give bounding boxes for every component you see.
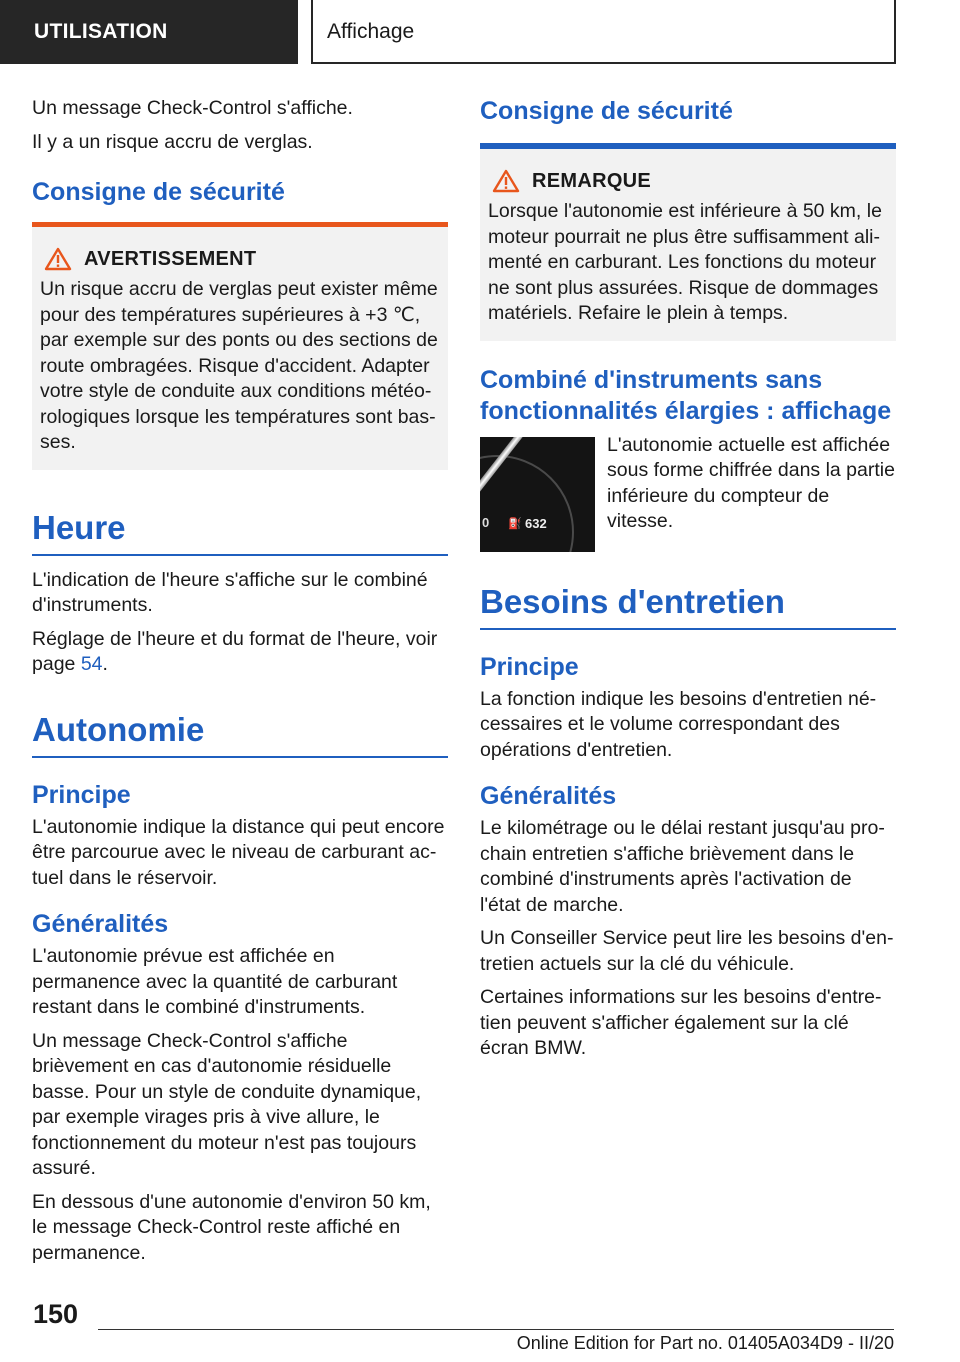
- besoins-paragraph: Le kilométrage ou le délai restant jusqu'au prochain entretien s'affiche brièvement dans le combiné d'instruments après l'activation de l'état de marche.: [480, 817, 885, 916]
- right-column: [480, 96, 896, 1070]
- autonomie-generalites-title: Généralités: [32, 910, 169, 938]
- heure-title: Heure: [32, 508, 448, 556]
- heure-text-2: [32, 627, 448, 678]
- note-text: Lorsque l'autonomie est inférieure à 50 km, le moteur pourrait ne plus être suffisamment alimenté en carburant. Les fonctions du moteur ne sont plus assurées. Risque de dommages matériels. Refaire le plein à temps.: [488, 200, 882, 324]
- besoins-principe-title: Principe: [480, 652, 579, 681]
- warning-triangle-icon: [44, 247, 72, 271]
- footer-divider: [98, 1329, 894, 1330]
- heure-text-2-body: Réglage de l'heure et du format de l'heure, voir page: [32, 627, 438, 675]
- speed-zero-label: 0: [482, 514, 490, 530]
- warning-header: [40, 247, 440, 271]
- range-readout: 632: [525, 515, 547, 531]
- footer-edition: Online Edition for Part no. 01405A034D9 - II/20: [516, 1333, 894, 1353]
- combine-text: L'autonomie actuelle est affichée sous forme chiffrée dans la partie inférieure du compteur de vitesse.: [607, 433, 895, 532]
- chapter-tab: Affichage: [311, 0, 896, 64]
- intro-line-1: Un message Check-Control s'affiche.: [32, 97, 353, 119]
- safety-heading: Consigne de sécurité: [32, 178, 285, 206]
- left-column: [32, 96, 448, 1274]
- intro-line-2: Il y a un risque accru de verglas.: [32, 130, 313, 153]
- heure-text-2-end: .: [102, 653, 108, 675]
- page-54-link[interactable]: 54: [80, 653, 103, 675]
- page-header: [0, 0, 960, 66]
- warning-title: AVERTISSEMENT: [84, 247, 257, 270]
- fuel-pump-icon: ⛽: [508, 517, 522, 530]
- autonomie-principe-title: Principe: [32, 780, 131, 809]
- heure-text-1: L'indication de l'heure s'affiche sur le combiné d'instruments.: [32, 568, 428, 616]
- combine-row: [480, 433, 896, 552]
- autonomie-paragraph: En dessous d'une autonomie d'environ 50 km, le message Check-Control reste affiché en permanence.: [32, 1190, 431, 1264]
- besoins-generalites-title: Généralités: [480, 782, 617, 810]
- autonomie-title: Autonomie: [32, 710, 448, 758]
- besoins-principe-text: La fonction indique les besoins d'entretien nécessaires et le volume correspondant des opérations d'entretien.: [480, 687, 877, 761]
- note-box: [480, 143, 896, 341]
- besoins-paragraph: Certaines informations sur les besoins d'entretien peuvent s'afficher également sur la clé écran BMW.: [480, 986, 882, 1059]
- section-tab: UTILISATION: [0, 0, 298, 64]
- warning-triangle-icon: [492, 169, 520, 193]
- autonomie-paragraph: Un message Check-Control s'affiche brièvement en cas d'autonomie résiduelle basse. Pour un style de conduite dynamique, par exemple virages pris à vive allure, le fonctionnement du moteur n'est pas toujours assuré.: [32, 1029, 422, 1179]
- besoins-title: Besoins d'entretien: [480, 582, 896, 630]
- page-number: 150: [33, 1299, 79, 1329]
- autonomie-paragraph: L'autonomie prévue est affichée en permanence avec la quantité de carburant restant dans le combiné d'instruments.: [32, 945, 398, 1018]
- autonomie-principe-text: L'autonomie indique la distance qui peut encore être parcourue avec le niveau de carburant actuel dans le réservoir.: [32, 815, 445, 889]
- note-header: [488, 169, 888, 193]
- besoins-paragraph: Un Conseiller Service peut lire les besoins d'entretien actuels sur la clé du véhicule.: [480, 927, 894, 975]
- right-safety-heading: Consigne de sécurité: [480, 97, 733, 125]
- instrument-cluster-image: [480, 437, 595, 552]
- combine-title: Combiné d'instruments sans fonctionnalités élargies : affichage: [480, 365, 892, 425]
- warning-box: [32, 222, 448, 470]
- note-title: REMARQUE: [532, 169, 652, 192]
- warning-text: Un risque accru de verglas peut exister même pour des températures supérieures à +3 ℃, par exemple sur des ponts ou des sections de route ombragées. Risque d'accident. Adapter votre style de conduite aux conditions météorologiques lorsque les températures sont basses.: [40, 278, 438, 453]
